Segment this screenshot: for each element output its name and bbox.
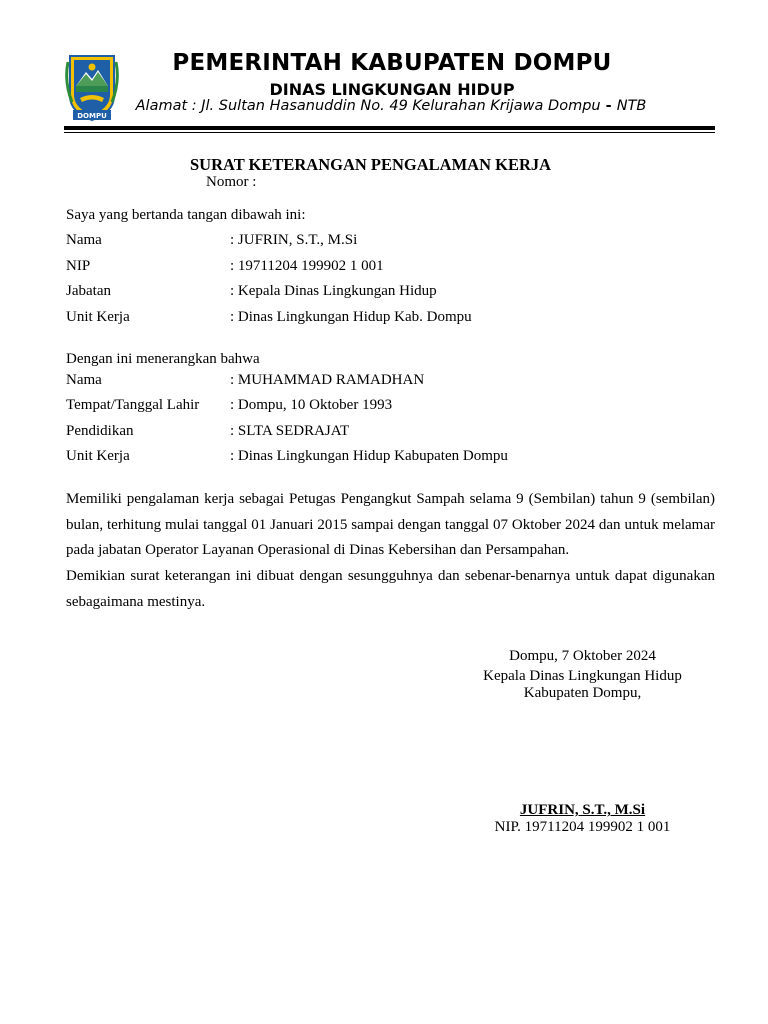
- closing-paragraph: Demikian surat keterangan ini dibuat dengan sesungguhnya dan sebenar-benarnya untuk dapat digunakan sebagaimana mestinya.: [66, 568, 715, 610]
- signature-place-date: Dompu, 7 Oktober 2024: [509, 648, 656, 664]
- subject-education-value: : SLTA SEDRAJAT: [230, 423, 350, 439]
- signature-nip: NIP. 19711204 199902 1 001: [494, 819, 671, 835]
- signature-position-line1: Kepala Dinas Lingkungan Hidup: [483, 668, 682, 684]
- signer-nip-label: NIP: [66, 258, 91, 274]
- signer-intro: Saya yang bertanda tangan dibawah ini:: [66, 207, 306, 223]
- signer-name-value: : JUFRIN, S.T., M.Si: [230, 232, 358, 248]
- signer-position-label: Jabatan: [66, 283, 111, 299]
- subject-unit-label: Unit Kerja: [66, 448, 130, 464]
- letterhead-rule-thin: [64, 132, 715, 133]
- address-province: NTB: [616, 98, 647, 114]
- subject-name-label: Nama: [66, 372, 102, 388]
- letter-title: SURAT KETERANGAN PENGALAMAN KERJA: [190, 155, 552, 174]
- signer-signature-name: JUFRIN, S.T., M.Si: [519, 802, 646, 818]
- signer-unit-label: Unit Kerja: [66, 309, 130, 325]
- letterhead-rule-thick: [64, 126, 715, 130]
- address-separator: -: [600, 98, 617, 114]
- signature-position-line2: Kabupaten Dompu,: [523, 685, 642, 701]
- signature-name: [460, 802, 705, 819]
- subject-education-label: Pendidikan: [66, 423, 134, 439]
- logo-text: DOMPU: [77, 112, 107, 120]
- signer-nip-value: : 19711204 199902 1 001: [230, 258, 384, 274]
- subject-unit-value: : Dinas Lingkungan Hidup Kabupaten Dompu: [230, 448, 508, 464]
- letterhead-government-name: PEMERINTAH KABUPATEN DOMPU: [172, 50, 612, 76]
- subject-birth-value: : Dompu, 10 Oktober 1993: [230, 397, 393, 413]
- signer-name-label: Nama: [66, 232, 102, 248]
- signer-position-value: : Kepala Dinas Lingkungan Hidup: [230, 283, 437, 299]
- experience-paragraph: Memiliki pengalaman kerja sebagai Petugas Pengangkut Sampah selama 9 (Sembilan) tahun 9 (sembilan) bulan, terhitung mulai tanggal 01 Januari 2015 sampai dengan tanggal 07 Oktober 2024 dan untuk melamar pada jabatan Operator Layanan Operasional di Dinas Kebersihan dan Persampahan.: [66, 491, 715, 558]
- subject-intro: Dengan ini menerangkan bahwa: [66, 351, 260, 367]
- signer-unit-value: : Dinas Lingkungan Hidup Kab. Dompu: [230, 309, 472, 325]
- subject-birth-label: Tempat/Tanggal Lahir: [66, 397, 200, 413]
- letterhead-agency-name: DINAS LINGKUNGAN HIDUP: [269, 80, 515, 99]
- letter-number: Nomor :: [206, 174, 257, 190]
- subject-name-value: : MUHAMMAD RAMADHAN: [230, 372, 425, 388]
- address-main: Alamat : Jl. Sultan Hasanuddin No. 49 Kelurahan Krijawa Dompu: [135, 98, 601, 114]
- letterhead-address: [108, 98, 674, 114]
- letterhead: [0, 0, 768, 134]
